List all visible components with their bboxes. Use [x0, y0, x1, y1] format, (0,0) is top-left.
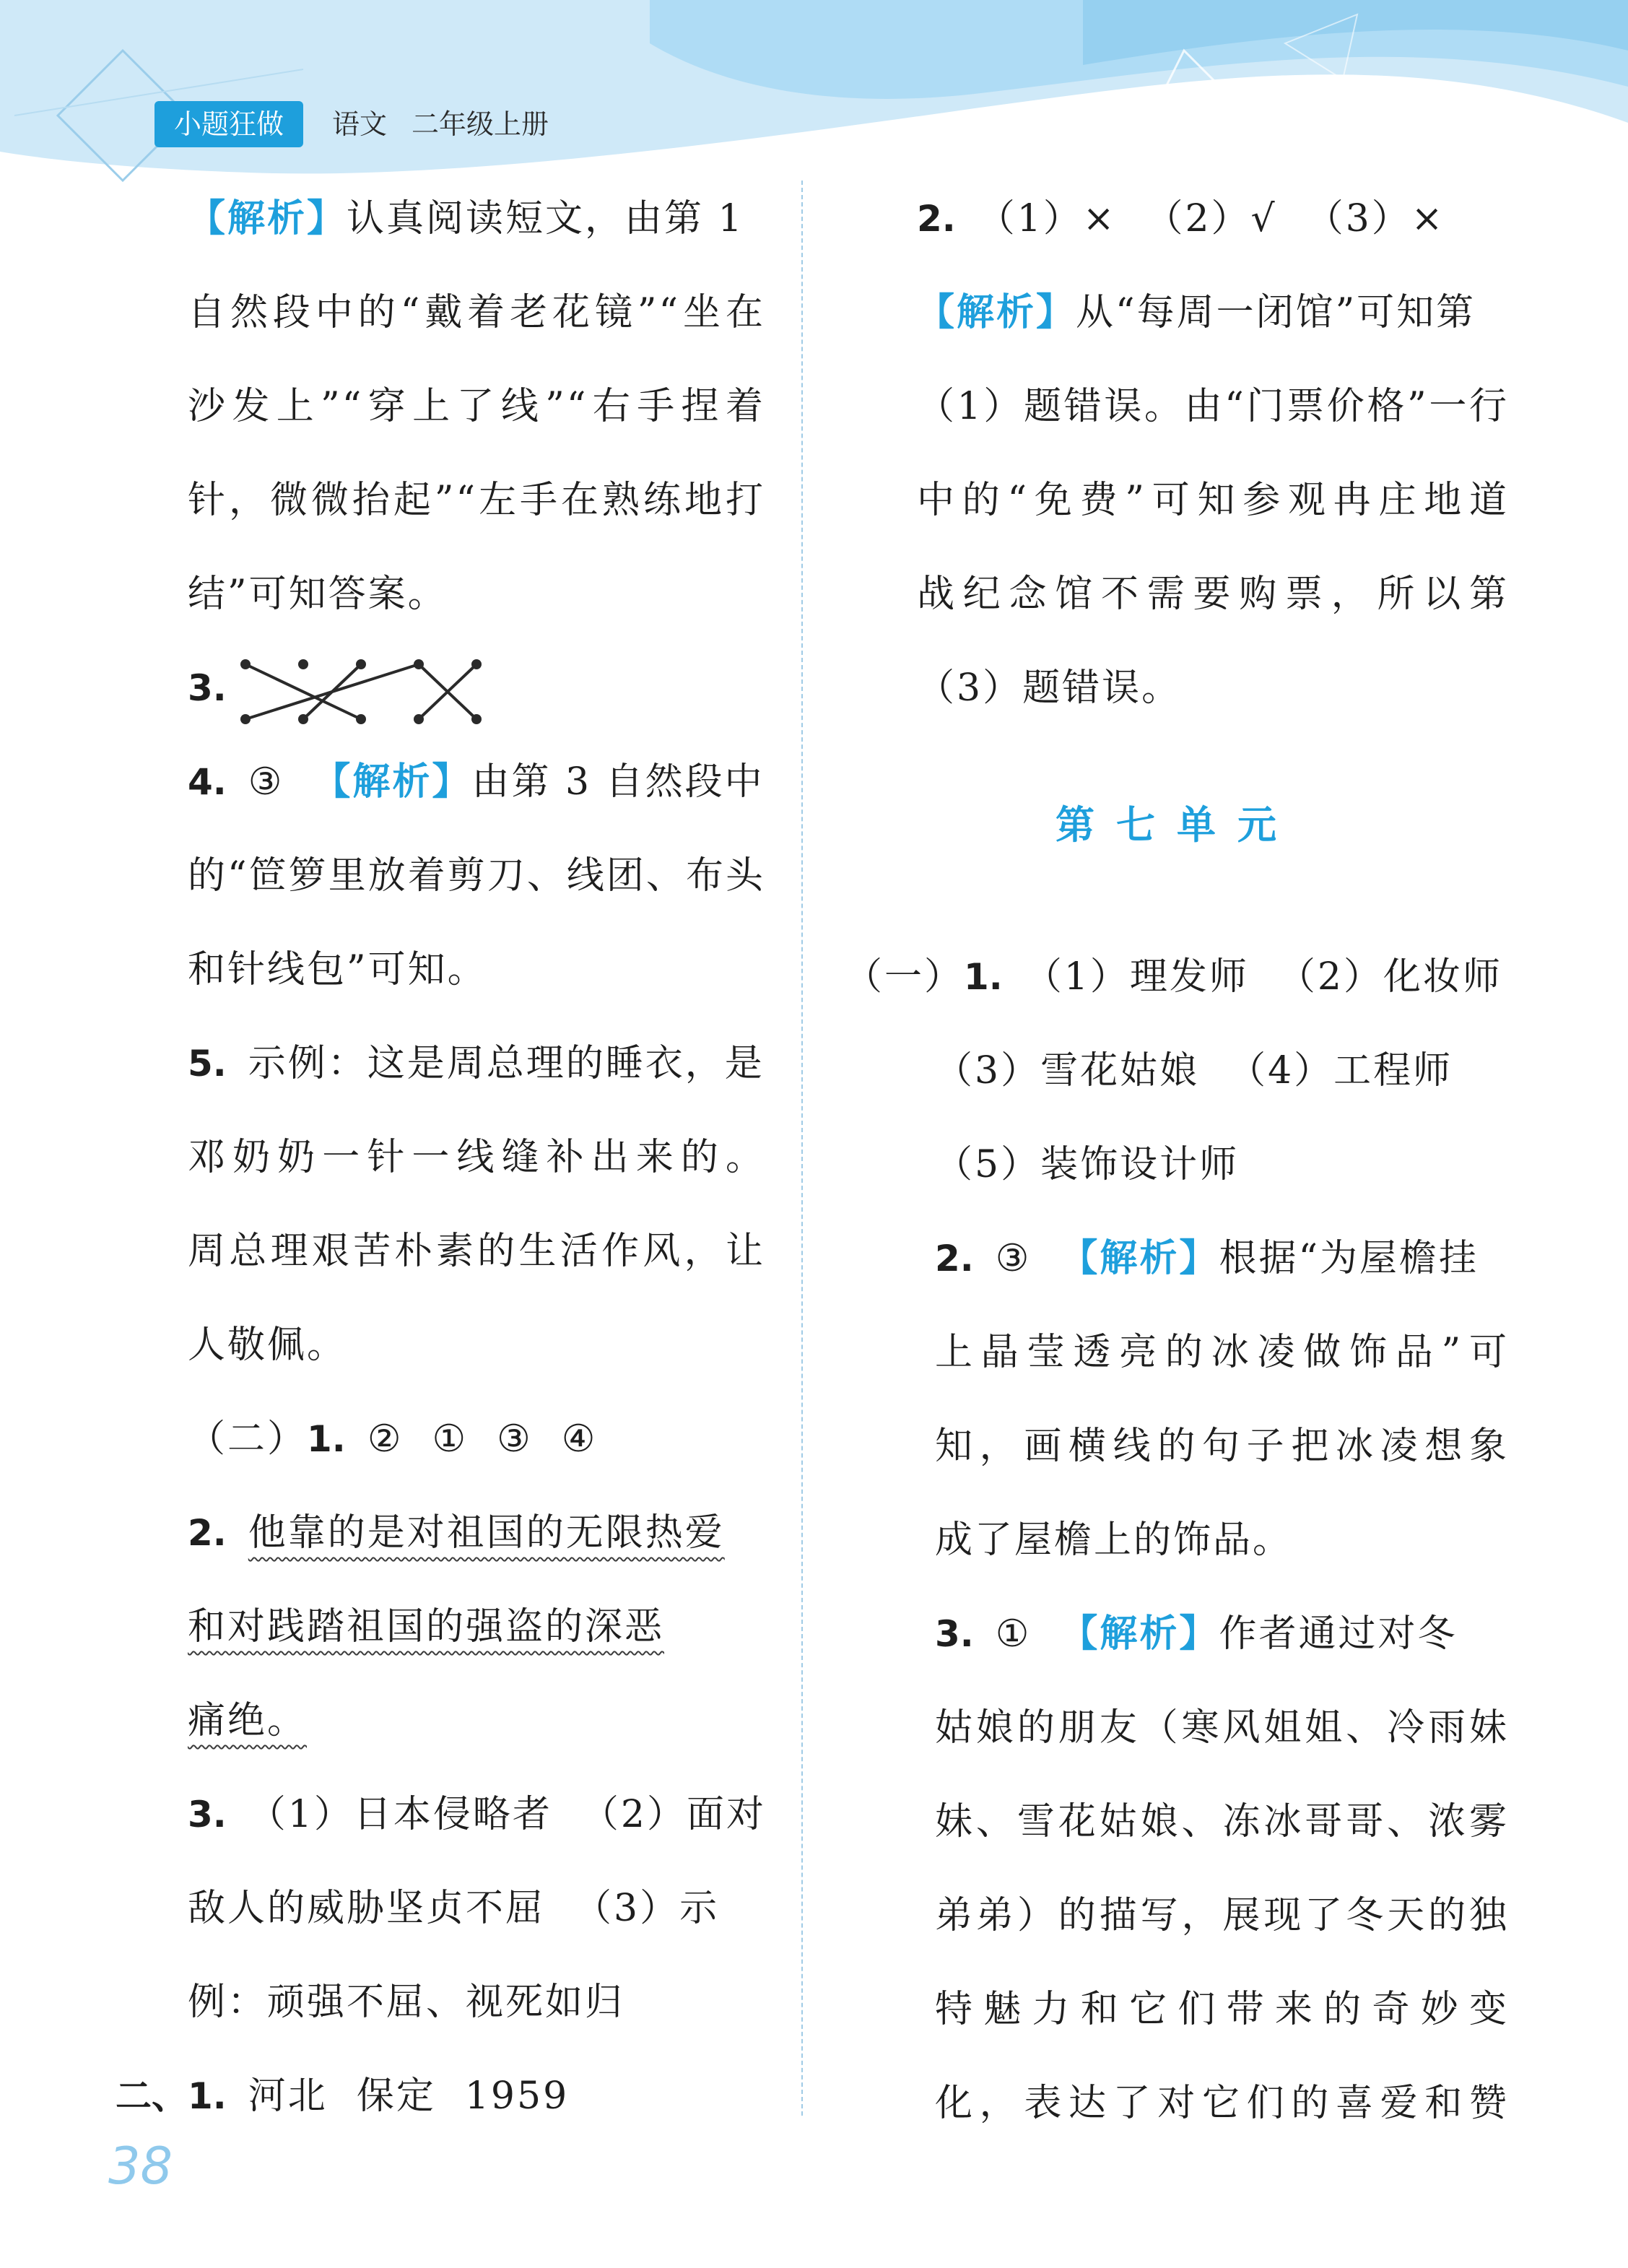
part-1-question-3-line-4: 弟弟）的描写，展现了冬天的独	[935, 1894, 1509, 1937]
part-2-question-2-line-1: 2. 他靠的是对祖国的无限热爱	[188, 1511, 725, 1555]
section-2-question-1: 二、1. 河北 保定 1959	[116, 2074, 570, 2118]
unit-7-title: 第七单元	[1055, 802, 1298, 848]
analysis-line-1: 【解析】从“每周一闭馆”可知第	[917, 291, 1476, 334]
analysis-tag: 【解析】	[1060, 1612, 1219, 1656]
part-1-question-3-line-3: 妹、雪花姑娘、冻冰哥哥、浓雾	[935, 1800, 1509, 1843]
analysis-line-4: 针，微微抬起”“左手在熟练地打	[188, 479, 765, 522]
question-number: 2.	[917, 198, 956, 240]
question-number: 3.	[935, 1613, 974, 1655]
analysis-tag: 【解析】	[1060, 1237, 1219, 1280]
part-1-question-1-line-2: （3）雪花姑娘 （4）工程师	[935, 1049, 1453, 1092]
part-1-question-2-line-2: 上晶莹透亮的冰凌做饰品”可	[935, 1331, 1509, 1374]
matching-lines-diagram	[238, 648, 498, 735]
question-5-line-2: 邓奶奶一针一线缝补出来的。	[188, 1136, 765, 1179]
question-5-line-3: 周总理艰苦朴素的生活作风，让	[188, 1230, 765, 1273]
part-1-question-1-line-3: （5）装饰设计师	[935, 1143, 1240, 1186]
analysis-line-5: （3）题错误。	[917, 666, 1182, 710]
analysis-tag: 【解析】	[313, 760, 472, 804]
part-1-question-3-line-6: 化，表达了对它们的喜爱和赞	[935, 2082, 1509, 2125]
question-number: 1.	[188, 2075, 227, 2117]
part-2-question-3-line-2: 敌人的威胁坚贞不屈 （3）示	[188, 1887, 720, 1930]
part-label: （一）	[845, 955, 965, 999]
book-info	[332, 101, 549, 147]
question-4-line-2: 的“笸箩里放着剪刀、线团、布头	[188, 854, 765, 898]
part-label: （二）	[188, 1417, 308, 1461]
analysis-line-1: 【解析】认真阅读短文，由第 1	[188, 197, 744, 240]
question-5-line-1: 5. 示例：这是周总理的睡衣，是	[188, 1042, 765, 1085]
part-1-question-3-line-2: 姑娘的朋友（寒风姐姐、冷雨妹	[935, 1706, 1509, 1750]
analysis-tag: 【解析】	[917, 291, 1076, 334]
answer: ③	[248, 760, 284, 804]
analysis-line-3: 中的“免费”可知参观冉庄地道	[917, 479, 1509, 522]
part-2-question-3-line-1: 3. （1）日本侵略者 （2）面对	[188, 1793, 766, 1836]
part-2-question-2-line-3: 痛绝。	[188, 1699, 308, 1742]
answer: ③	[995, 1237, 1032, 1280]
question-number: 3.	[188, 667, 227, 709]
question-number: 1.	[307, 1418, 346, 1460]
grade-label: 二年级上册	[412, 108, 549, 140]
section-label: 二、	[116, 2075, 188, 2117]
question-number: 1.	[964, 956, 1003, 998]
question-number: 2.	[935, 1238, 974, 1279]
question-number: 4.	[188, 761, 227, 803]
part-1-question-3-line-5: 特魅力和它们带来的奇妙变	[935, 1988, 1509, 2031]
question-4-line-1: 4. ③ 【解析】由第 3 自然段中	[188, 760, 765, 804]
question-number: 5.	[188, 1043, 227, 1085]
page-number: 38	[108, 2137, 173, 2196]
part-2-question-3-line-3: 例：顽强不屈、视死如归	[188, 1981, 625, 2024]
analysis-line-2: 自然段中的“戴着老花镜”“坐在	[188, 291, 765, 334]
part-1-question-3-line-1: 3. ① 【解析】作者通过对冬	[935, 1612, 1458, 1656]
part-1-question-2-line-1: 2. ③ 【解析】根据“为屋檐挂	[935, 1237, 1479, 1280]
part-1-question-2-line-3: 知，画横线的句子把冰凌想象	[935, 1425, 1509, 1468]
analysis-line-3: 沙发上”“穿上了线”“右手捏着	[188, 385, 765, 428]
column-divider	[801, 181, 803, 2116]
answer: ①	[995, 1612, 1032, 1656]
analysis-line-5: 结”可知答案。	[188, 573, 448, 616]
question-4-line-3: 和针线包”可知。	[188, 948, 487, 991]
part-1-question-1-line-1: （一）1. （1）理发师 （2）化妆师	[845, 955, 1502, 999]
part-2-question-2-line-2: 和对践踏祖国的强盗的深恶	[188, 1605, 665, 1648]
subject-label: 语文	[332, 108, 388, 140]
analysis-tag: 【解析】	[188, 197, 347, 240]
question-number: 3.	[188, 1794, 227, 1835]
part-2-question-1: （二）1. ② ① ③ ④	[188, 1417, 598, 1461]
analysis-line-4: 战纪念馆不需要购票，所以第	[917, 573, 1509, 616]
question-2-judgement: 2. （1）× （2）√ （3）×	[917, 197, 1445, 240]
question-5-line-4: 人敬佩。	[188, 1324, 347, 1367]
question-number: 2.	[188, 1512, 227, 1554]
analysis-line-2: （1）题错误。由“门票价格”一行	[917, 385, 1509, 428]
series-badge: 小题狂做	[154, 101, 303, 147]
part-1-question-2-line-4: 成了屋檐上的饰品。	[935, 1518, 1293, 1562]
